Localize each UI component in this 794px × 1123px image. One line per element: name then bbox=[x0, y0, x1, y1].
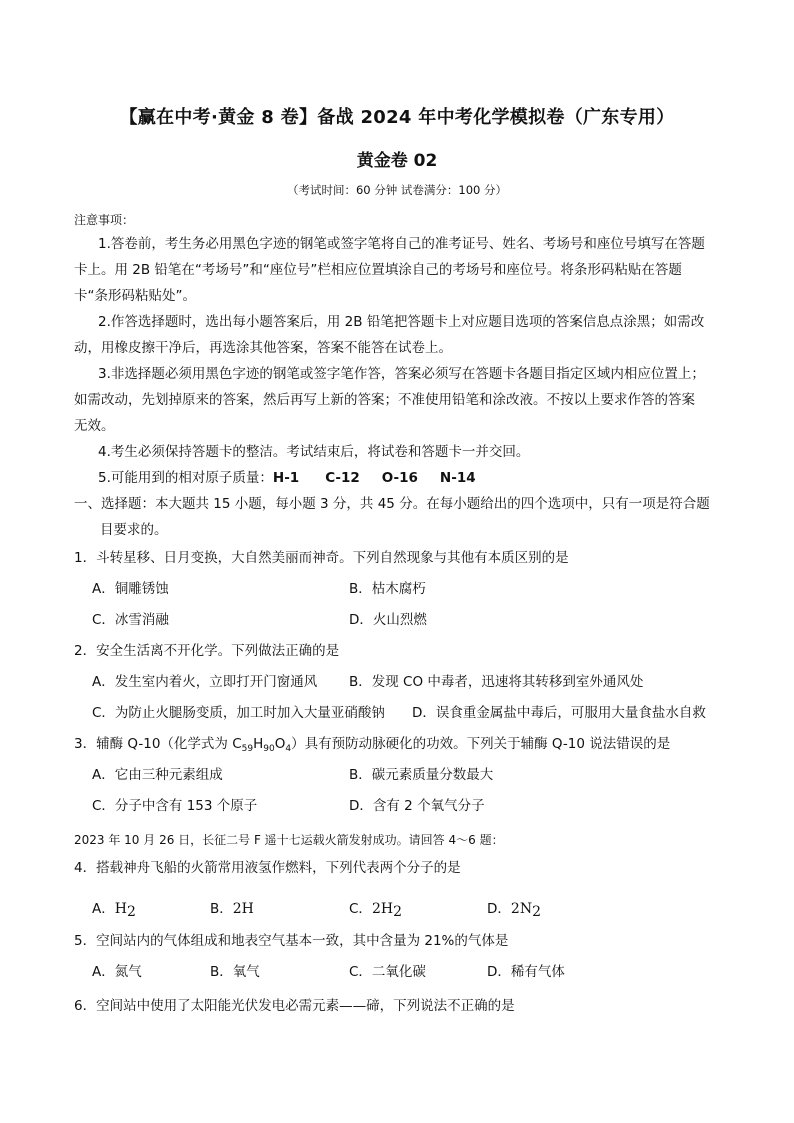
question-4-option-d: D．$2N_2$ bbox=[487, 901, 541, 920]
question-1-option-c: C．冰雪消融 bbox=[92, 612, 169, 628]
note-5-prefix: 5.可能用到的相对原子质量： bbox=[98, 470, 273, 486]
notes-heading: 注意事项： bbox=[74, 213, 135, 227]
question-4-stem: 4．搭载神舟飞船的火箭常用液氢作燃料，下列代表两个分子的是 bbox=[74, 860, 461, 876]
question-2-stem: 2．安全生活离不开化学。下列做法正确的是 bbox=[74, 643, 340, 659]
question-5-option-c: C．二氧化碳 bbox=[349, 964, 426, 980]
question-1-option-b: B．枯木腐朽 bbox=[349, 581, 426, 597]
paper-subtitle: 黄金卷 02 bbox=[356, 151, 438, 171]
question-2-option-a: A．发生室内着火，立即打开门窗通风 bbox=[92, 674, 318, 690]
question-5-stem: 5．空间站内的气体组成和地表空气基本一致，其中含量为 21%的气体是 bbox=[74, 933, 509, 949]
page-title: 【赢在中考·黄金 8 卷】备战 2024 年中考化学模拟卷（广东专用） bbox=[119, 107, 675, 128]
note-1-line-2: 卡上。用 2B 铅笔在“考场号”和“座位号”栏相应位置填涂自己的考场号和座位号。将条形码粘贴在答题 bbox=[74, 262, 682, 278]
question-5-option-a: A．氮气 bbox=[92, 964, 142, 980]
note-3-line-2: 如需改动，先划掉原来的答案，然后再写上新的答案；不准使用铅笔和涂改液。不按以上要求作答的答案 bbox=[74, 392, 695, 408]
note-3-line-3: 无效。 bbox=[74, 418, 115, 434]
atomic-mass-c: C-12 bbox=[325, 470, 360, 486]
note-1-line-3: 卡“条形码粘贴处”。 bbox=[74, 288, 196, 304]
section-1-line-1: 一、选择题：本大题共 15 小题，每小题 3 分，共 45 分。在每小题给出的四个选项中，只有一项是符合题 bbox=[74, 496, 710, 512]
atomic-mass-h: H-1 bbox=[272, 470, 300, 486]
section-1-line-2: 目要求的。 bbox=[100, 522, 168, 538]
question-5-option-b: B．氧气 bbox=[210, 964, 260, 980]
time-info: （考试时间：60 分钟 试卷满分：100 分） bbox=[286, 183, 508, 197]
note-2-line-1: 2.作答选择题时，选出每小题答案后，用 2B 铅笔把答题卡上对应题目选项的答案信息点涂黑；如需改 bbox=[98, 314, 705, 330]
question-2-option-b: B．发现 CO 中毒者，迅速将其转移到室外通风处 bbox=[349, 674, 644, 690]
question-1-option-a: A．铜雕锈蚀 bbox=[92, 581, 169, 597]
atomic-mass-o: O-16 bbox=[381, 470, 418, 486]
atomic-mass-n: N-14 bbox=[439, 470, 476, 486]
note-5 bbox=[98, 472, 476, 486]
question-5-option-d: D．稀有气体 bbox=[487, 964, 565, 980]
note-2-line-2: 动，用橡皮擦干净后，再选涂其他答案，答案不能答在试卷上。 bbox=[74, 340, 452, 356]
question-1-stem: 1．斗转星移、日月变换，大自然美丽而神奇。下列自然现象与其他有本质区别的是 bbox=[74, 550, 569, 566]
question-3-option-b: B．碳元素质量分数最大 bbox=[349, 767, 494, 783]
question-4-option-c: C．$2H_2$ bbox=[349, 901, 402, 920]
question-3-option-d: D．含有 2 个氧气分子 bbox=[349, 798, 485, 814]
questions-4-6-intro: 2023 年 10 月 26 日，长征二号 F 遥十七运载火箭发射成功。请回答 4～6 题： bbox=[74, 833, 504, 847]
question-1-option-d: D．火山烈燃 bbox=[349, 612, 427, 628]
question-2-option-d: D．误食重金属盐中毒后，可服用大量食盐水自救 bbox=[412, 705, 706, 721]
note-1-line-1: 1.答卷前，考生务必用黑色字迹的钢笔或签字笔将自己的准考证号、姓名、考场号和座位号填写在答题 bbox=[98, 236, 705, 252]
question-3-stem: 3．辅酶 Q-10（化学式为 $C_{59}H_{90}O_4$）具有预防动脉硬化的功效。下列关于辅酶 Q-10 说法错误的是 bbox=[74, 736, 671, 754]
question-4-option-b: B．2H bbox=[210, 901, 254, 917]
question-6-stem: 6．空间站中使用了太阳能光伏发电必需元素——碲，下列说法不正确的是 bbox=[74, 998, 515, 1014]
note-4: 4.考生必须保持答题卡的整洁。考试结束后，将试卷和答题卡一并交回。 bbox=[98, 444, 530, 460]
question-3-option-a: A．它由三种元素组成 bbox=[92, 767, 223, 783]
question-3-option-c: C．分子中含有 153 个原子 bbox=[92, 798, 258, 814]
question-4-option-a: A．$H_2$ bbox=[92, 901, 136, 920]
note-3-line-1: 3.非选择题必须用黑色字迹的钢笔或签字笔作答，答案必须写在答题卡各题目指定区域内相应位置上； bbox=[98, 366, 705, 382]
question-2-option-c: C．为防止火腿肠变质，加工时加入大量亚硝酸钠 bbox=[92, 705, 385, 721]
